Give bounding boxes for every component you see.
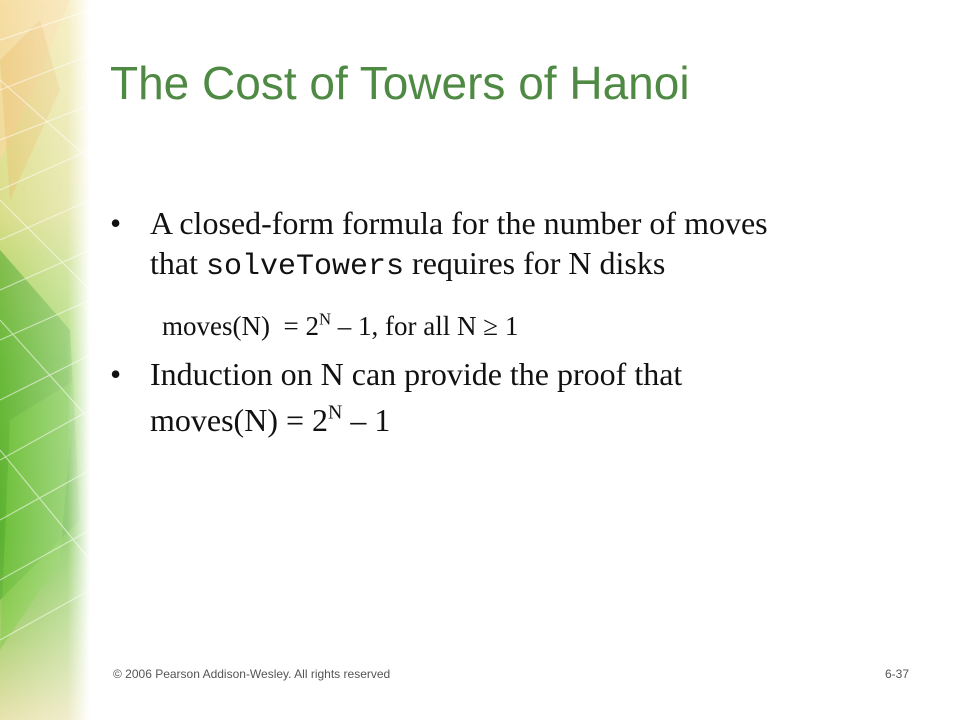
bullet-marker: • bbox=[110, 205, 122, 241]
bullet-line bbox=[150, 400, 910, 440]
bullet-fragment: that bbox=[150, 245, 206, 281]
bullet-fragment: moves(N) = 2 bbox=[150, 402, 329, 438]
bullet-text bbox=[150, 203, 910, 287]
bullet-fragment: – 1 bbox=[342, 402, 391, 438]
bullet-2 bbox=[110, 354, 910, 440]
formula bbox=[162, 309, 518, 343]
bullet-fragment: requires for N disks bbox=[404, 245, 666, 281]
footer-copyright: © 2006 Pearson Addison-Wesley. All rights reserved bbox=[113, 667, 391, 681]
formula-prefix: moves(N) = 2 bbox=[162, 311, 319, 341]
bullet-text bbox=[150, 354, 910, 440]
bullet-line: A closed-form formula for the number of moves bbox=[150, 205, 768, 241]
bullet-1 bbox=[110, 203, 910, 287]
bullet-line bbox=[150, 243, 910, 287]
footer-page-number: 6-37 bbox=[885, 667, 910, 681]
code-identifier: solveTowers bbox=[205, 250, 405, 284]
formula-exponent: N bbox=[318, 309, 332, 329]
decorative-side-graphic bbox=[0, 0, 90, 720]
slide-title: The Cost of Towers of Hanoi bbox=[110, 57, 690, 109]
bullet-marker: • bbox=[110, 356, 122, 392]
exponent: N bbox=[328, 401, 343, 424]
bullet-line: Induction on N can provide the proof that bbox=[150, 356, 683, 392]
formula-suffix: – 1, for all N ≥ 1 bbox=[331, 311, 519, 341]
